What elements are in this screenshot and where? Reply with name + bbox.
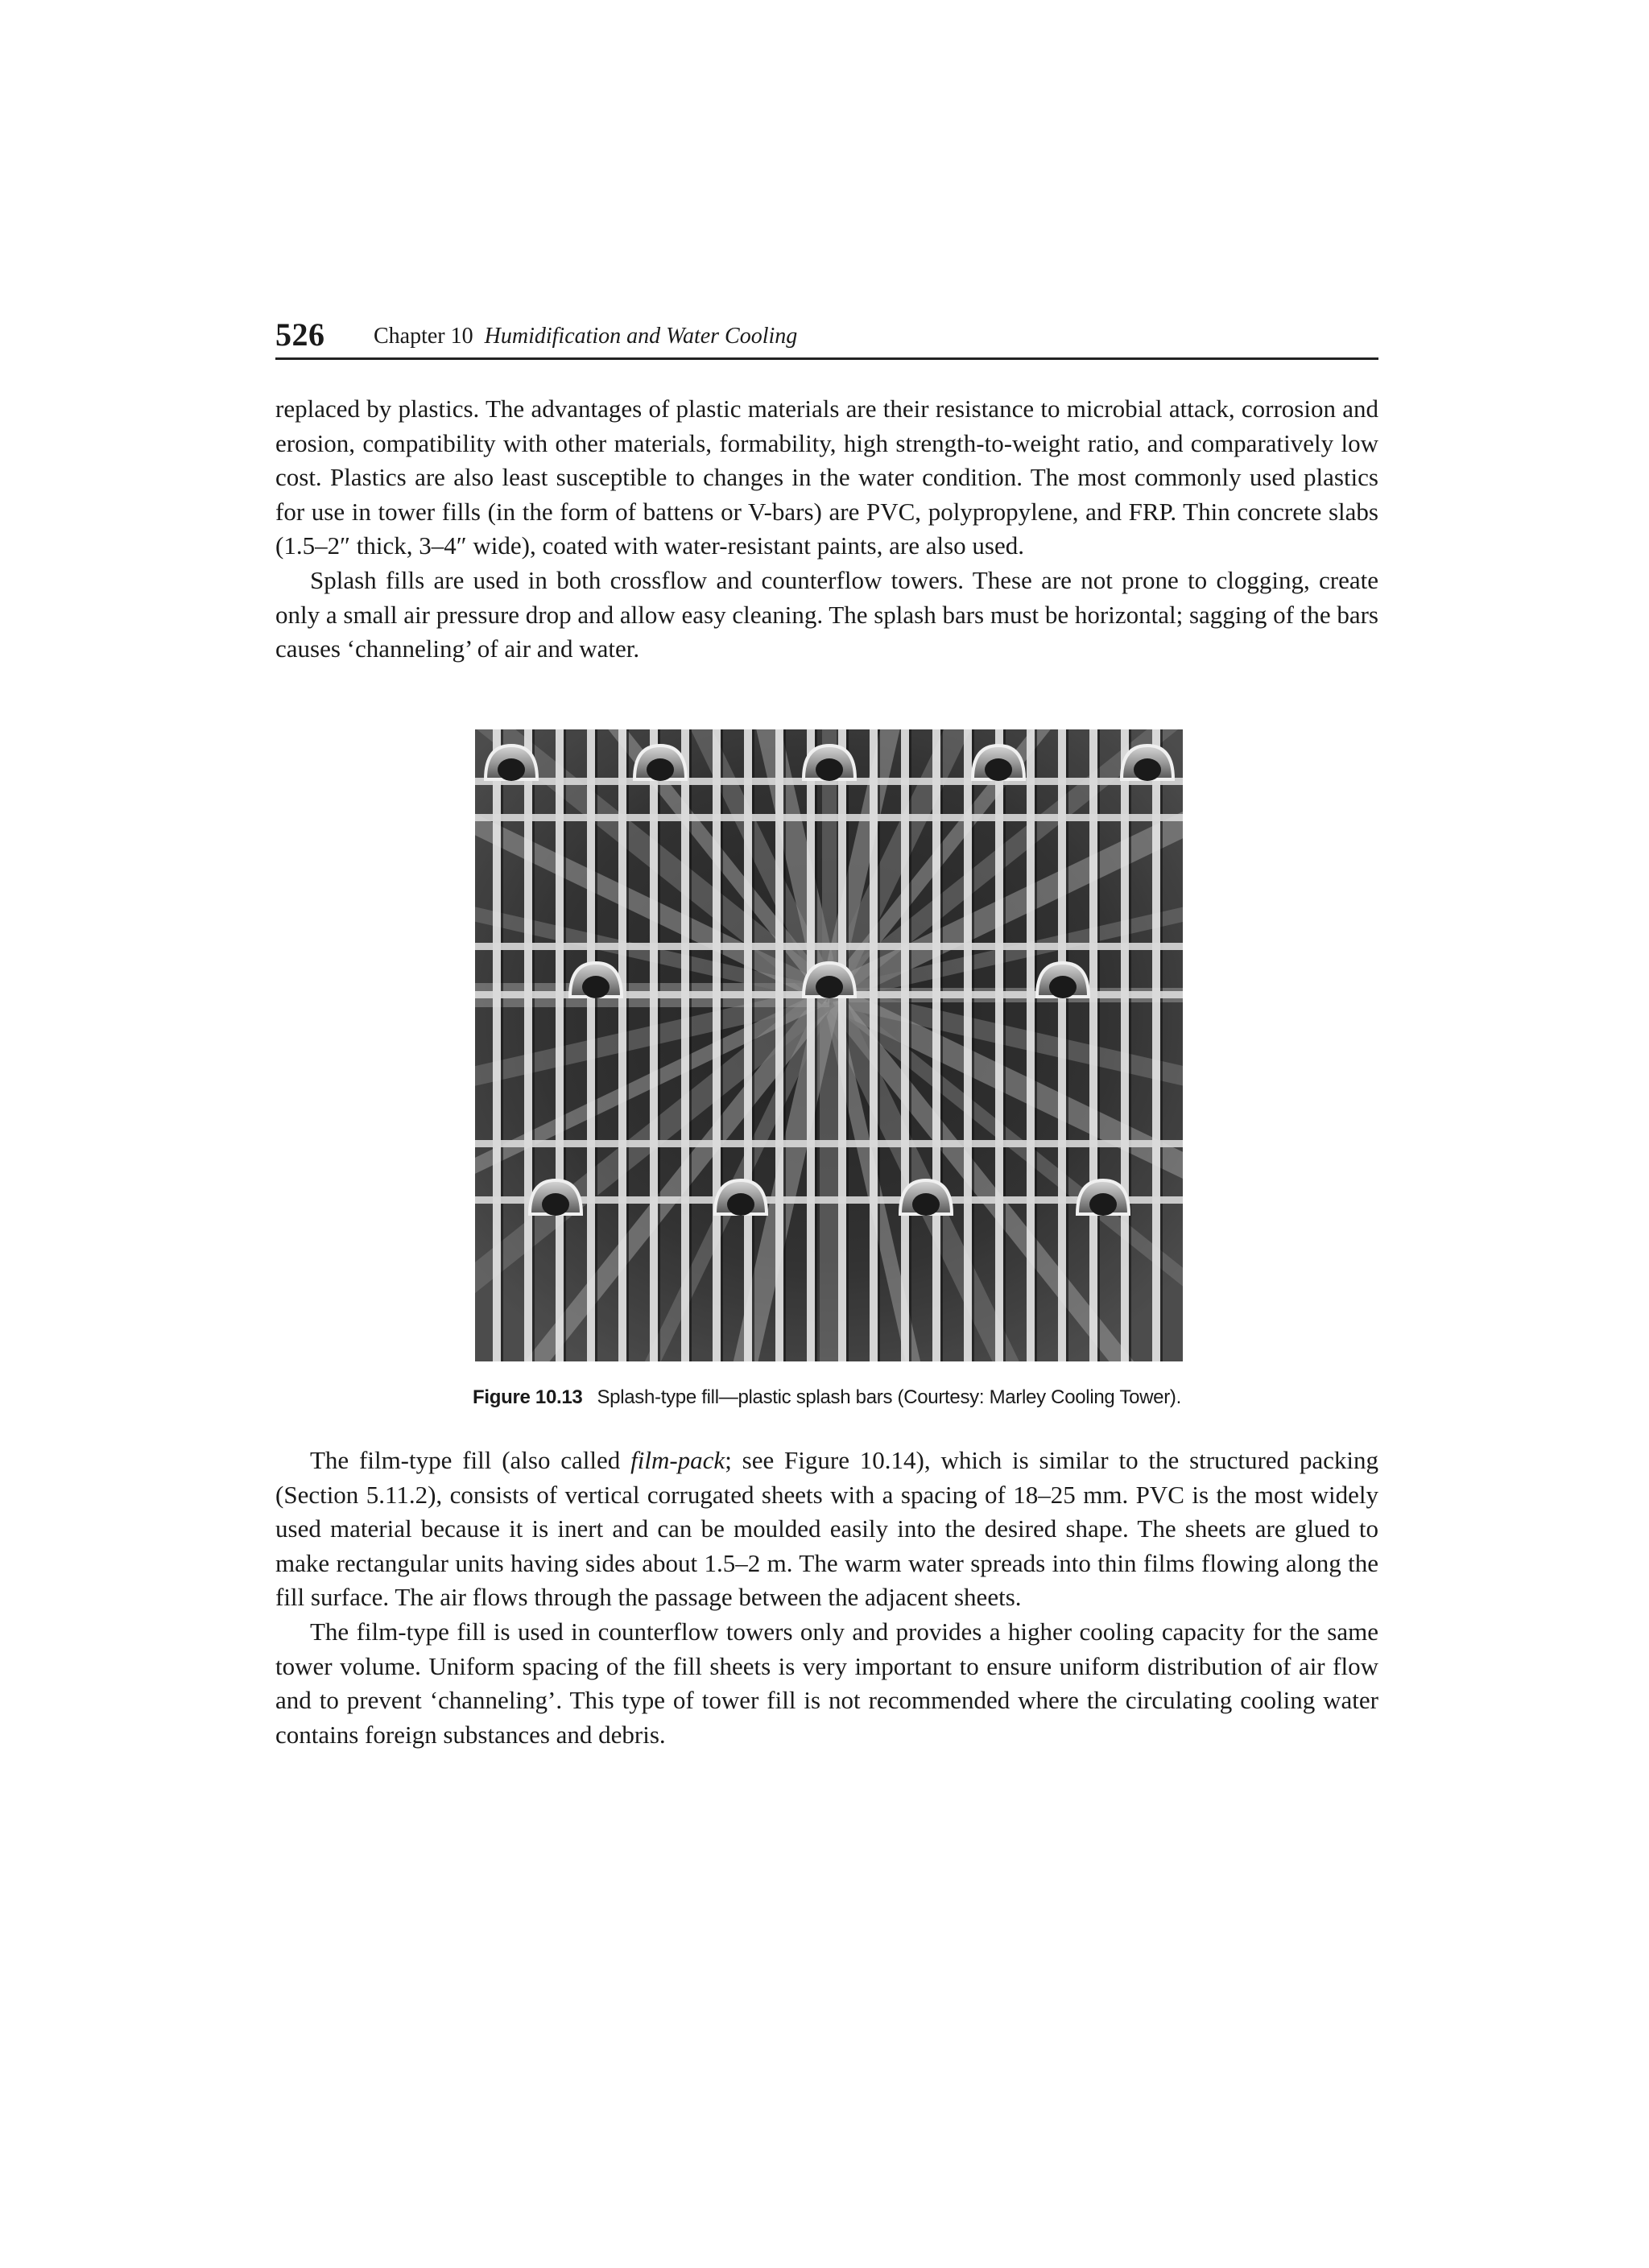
splash-bar-hollow (727, 1193, 754, 1216)
grid-strip-shadow (783, 729, 786, 1361)
figure-photo-splash-bars (475, 729, 1183, 1361)
grid-vertical-strip (618, 729, 626, 1361)
grid-horizontal-bar (475, 943, 1183, 950)
grid-vertical-strip (964, 729, 972, 1361)
splash-bar-hollow (816, 976, 843, 998)
splash-bar-hollow (816, 758, 843, 781)
shade (475, 729, 1183, 1361)
grid-vertical-strip (838, 729, 846, 1361)
grid-strip-shadow (752, 729, 754, 1361)
grid-vertical-strip (744, 729, 752, 1361)
splash-bar-hollow (1049, 976, 1077, 998)
splash-bar-hollow (1089, 1193, 1117, 1216)
grid-strip-shadow (564, 729, 566, 1361)
chapter-title: Humidification and Water Cooling (484, 324, 798, 349)
grid-vertical-strip (1152, 729, 1160, 1361)
page-number: 526 (275, 316, 325, 353)
body-text-top (275, 392, 1378, 667)
grid-vertical-strip (1058, 729, 1066, 1361)
running-header (275, 316, 1378, 360)
grid-strip-shadow (532, 729, 535, 1361)
splash-bar-hollow (912, 1193, 940, 1216)
grid-strip-shadow (658, 729, 660, 1361)
grid-strip-shadow (940, 729, 943, 1361)
italic-term: film-pack (630, 1446, 725, 1474)
paragraph (275, 1444, 1378, 1615)
splash-bar-hollow (498, 758, 525, 781)
grid-vertical-strip (713, 729, 721, 1361)
splash-bar-hollow (542, 1193, 569, 1216)
grid-strip-shadow (1097, 729, 1100, 1361)
grid-vertical-strip (556, 729, 564, 1361)
grid-strip-shadow (878, 729, 880, 1361)
grid-vertical-strip (587, 729, 595, 1361)
grid-strip-shadow (1129, 729, 1131, 1361)
figure-label: Figure 10.13 (473, 1386, 583, 1408)
body-text-bottom (275, 1444, 1378, 1752)
grid-strip-shadow (909, 729, 911, 1361)
chapter-label: Chapter 10 (374, 324, 473, 349)
grid-vertical-strip (901, 729, 909, 1361)
grid-vertical-strip (995, 729, 1003, 1361)
grid-strip-shadow (721, 729, 723, 1361)
grid-vertical-strip (650, 729, 658, 1361)
splash-bars-illustration (475, 729, 1183, 1361)
grid-strip-shadow (1003, 729, 1006, 1361)
text-span: ; see Figure 10.14), which is similar to the structured packing (Section 5.11.2), consists of vertical corrugated sheets with a spacing of 18–25 mm. PVC is the most widely used material because it is inert and can be moulded easily into the desired shape. The sheets are glued to make rectangular units having sides about 1.5–2 m. The warm water spreads into thin films flowing along the fill surface. The air flows through the passage between the adjacent sheets. (275, 1446, 1378, 1612)
grid-vertical-strip (681, 729, 689, 1361)
grid-vertical-strip (1089, 729, 1097, 1361)
grid-strip-shadow (595, 729, 597, 1361)
grid-vertical-strip (1027, 729, 1035, 1361)
grid-strip-shadow (501, 729, 503, 1361)
grid-strip-shadow (846, 729, 849, 1361)
grid-vertical-strip (807, 729, 815, 1361)
chapter-heading (374, 324, 797, 349)
splash-bar-hollow (582, 976, 610, 998)
paragraph: replaced by plastics. The advantages of plastic materials are their resistance to microbial attack, corrosion and erosion, compatibility with other materials, formability, high strength-to-weight ratio, and comparatively low cost. Plastics are also least susceptible to changes in the water condition. The most commonly used plastics for use in tower fills (in the form of battens or V-bars) are PVC, polypropylene, and FRP. Thin concrete slabs (1.5–2″ thick, 3–4″ wide), coated with water-resistant paints, are also used. (275, 395, 1378, 560)
grid-strip-shadow (1035, 729, 1037, 1361)
grid-strip-shadow (626, 729, 629, 1361)
grid-vertical-strip (775, 729, 783, 1361)
splash-bar-hollow (1134, 758, 1161, 781)
grid-vertical-strip (1121, 729, 1129, 1361)
paragraph: The film-type fill is used in counterflow towers only and provides a higher cooling capacity for the same tower volume. Uniform spacing of the fill sheets is very important to ensure uniform distribution of air flow and to prevent ‘channeling’. This type of tower fill is not recommended where the circulating cooling water contains foreign substances and debris. (275, 1617, 1378, 1749)
grid-vertical-strip (524, 729, 532, 1361)
text-span: The film-type fill (also called (310, 1446, 631, 1474)
grid-vertical-strip (870, 729, 878, 1361)
splash-bar-hollow (647, 758, 674, 781)
paragraph: Splash fills are used in both crossflow and counterflow towers. These are not prone to clogging, create only a small air pressure drop and allow easy cleaning. The splash bars must be horizontal; sagging of the bars causes ‘channeling’ of air and water. (275, 565, 1378, 663)
figure-caption-text: Splash-type fill—plastic splash bars (Courtesy: Marley Cooling Tower). (597, 1386, 1181, 1408)
grid-strip-shadow (689, 729, 692, 1361)
grid-strip-shadow (1160, 729, 1163, 1361)
grid-strip-shadow (1066, 729, 1068, 1361)
figure-caption (275, 1386, 1378, 1409)
grid-horizontal-bar (475, 814, 1183, 821)
grid-strip-shadow (972, 729, 974, 1361)
grid-vertical-strip (493, 729, 501, 1361)
grid-horizontal-bar (475, 1140, 1183, 1147)
grid-strip-shadow (815, 729, 817, 1361)
grid-vertical-strip (932, 729, 940, 1361)
splash-bar-hollow (985, 758, 1012, 781)
